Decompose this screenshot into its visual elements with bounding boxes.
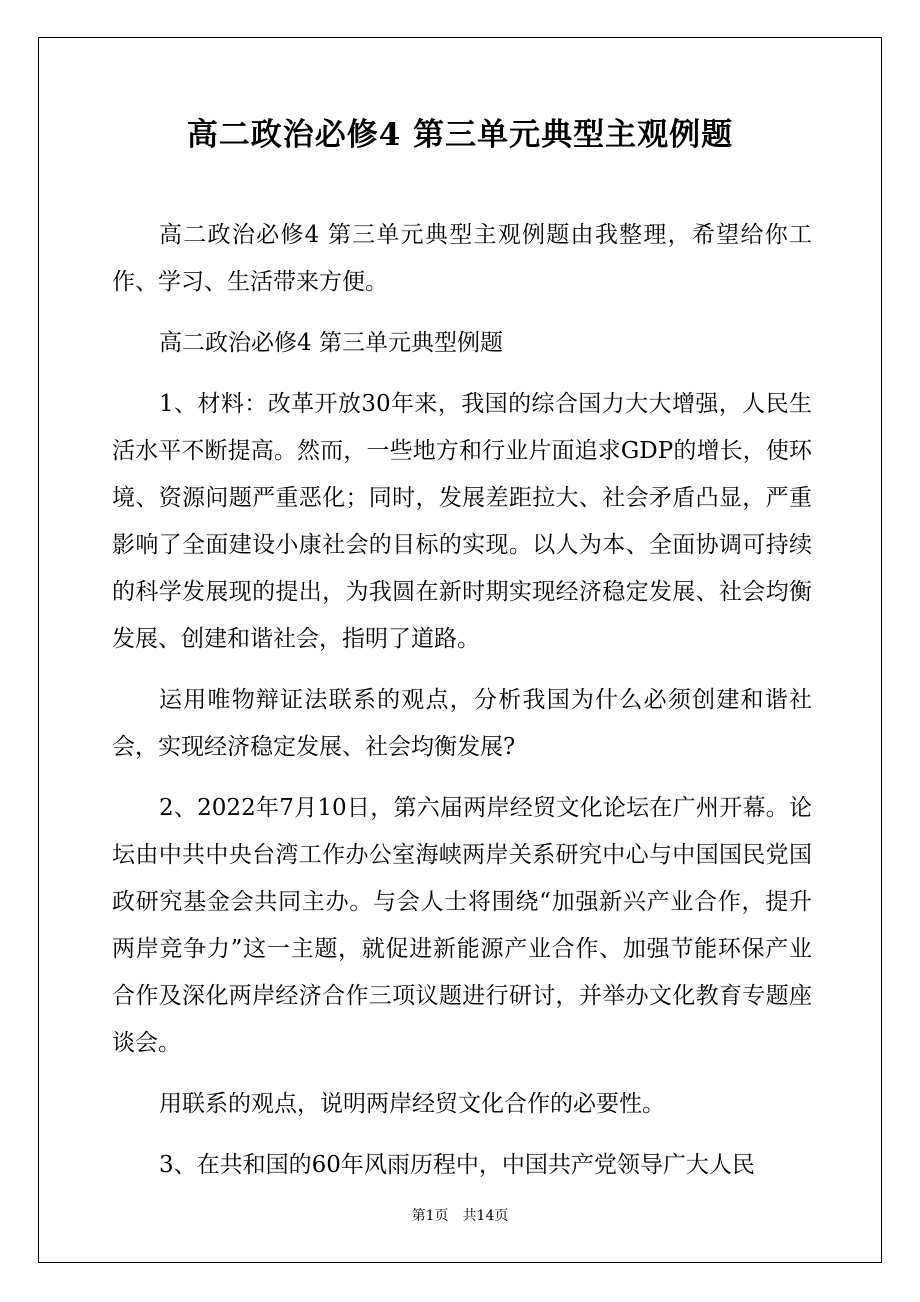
- intro-paragraph: 高二政治必修4 第三单元典型主观例题由我整理，希望给你工作、学习、生活带来方便。: [112, 222, 812, 295]
- page-total: 共14页: [462, 1208, 509, 1224]
- question-2-material: 2、2022年7月10日，第六届两岸经贸文化论坛在广州开幕。论坛由中共中央台湾工作办公室海峡两岸关系研究中心与中国国民党国政研究基金会共同主办。与会人士将围绕“加强新兴产业合作，提升两岸竞争力”这一主题，就促进新能源产业合作、加强节能环保产业合作及深化两岸经济合作三项议题进行研讨，并举办文化教育专题座谈会。: [112, 795, 812, 1056]
- section-heading: 高二政治必修4 第三单元典型例题: [159, 330, 503, 356]
- question-3-material: 3、在共和国的60年风雨历程中，中国共产党领导广大人民: [159, 1152, 755, 1178]
- question-1-material: 1、材料：改革开放30年来，我国的综合国力大大增强，人民生活水平不断提高。然而，一些地方和行业片面追求GDP的增长，使环境、资源问题严重恶化；同时，发展差距拉大、社会矛盾凸显，严重影响了全面建设小康社会的目标的实现。以人为本、全面协调可持续的科学发展现的提出，为我圆在新时期实现经济稳定发展、社会均衡发展、创建和谐社会，指明了道路。: [112, 391, 812, 652]
- document-body: [112, 212, 812, 1203]
- document-title: 高二政治必修4 第三单元典型主观例题: [186, 117, 734, 153]
- page-number: 第1页: [411, 1208, 449, 1224]
- question-2-prompt: 用联系的观点，说明两岸经贸文化合作的必要性。: [159, 1091, 665, 1117]
- page-footer: [38, 1206, 882, 1226]
- question-1-prompt: 运用唯物辩证法联系的观点，分析我国为什么必须创建和谐社会，实现经济稳定发展、社会均衡发展?: [112, 687, 812, 760]
